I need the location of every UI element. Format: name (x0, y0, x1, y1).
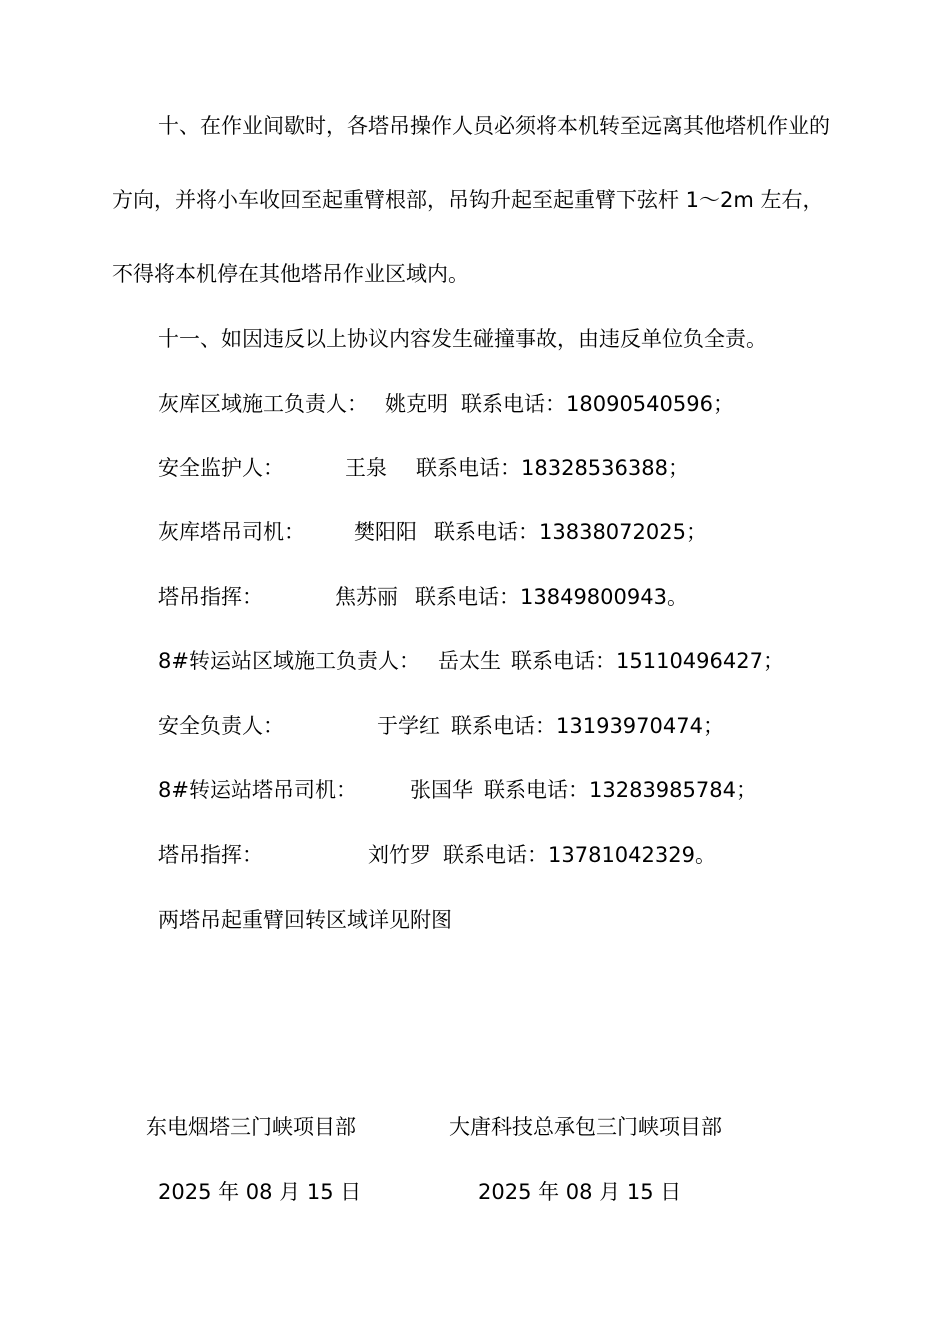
contact-phone: 联系电话：13283985784； (484, 778, 757, 802)
contact-role: 灰库塔吊司机： (158, 520, 305, 544)
contact-phone: 联系电话：15110496427； (511, 649, 784, 673)
clause-11: 十一、如因违反以上协议内容发生碰撞事故，由违反单位负全责。 (158, 327, 767, 351)
contact-phone: 联系电话：13838072025； (434, 520, 707, 544)
contact-person: 刘竹罗 (368, 843, 431, 867)
contact-role: 8#转运站区域施工负责人： (158, 649, 420, 673)
contact-phone: 联系电话：18090540596； (461, 392, 734, 416)
contact-role: 8#转运站塔吊司机： (158, 778, 357, 802)
clause-10-line-1: 十、在作业间歇时，各塔吊操作人员必须将本机转至远离其他塔机作业的 (158, 114, 830, 138)
contact-phone: 联系电话：18328536388； (416, 456, 689, 480)
contact-person: 张国华 (410, 778, 473, 802)
signature-left-org: 东电烟塔三门峡项目部 (146, 1115, 356, 1139)
contact-role: 塔吊指挥： (158, 843, 263, 867)
signature-right-org: 大唐科技总承包三门峡项目部 (449, 1115, 722, 1139)
contact-phone: 联系电话：13849800943。 (415, 585, 688, 609)
attachment-note: 两塔吊起重臂回转区域详见附图 (158, 908, 452, 932)
contact-person: 岳太生 (438, 649, 501, 673)
clause-10-line-2: 方向，并将小车收回至起重臂根部，吊钩升起至起重臂下弦杆 1～2m 左右， (112, 188, 824, 212)
contact-role: 安全监护人： (158, 456, 284, 480)
contact-phone: 联系电话：13193970474； (451, 714, 724, 738)
clause-10-line-3: 不得将本机停在其他塔吊作业区域内。 (112, 262, 469, 286)
contact-role: 安全负责人： (158, 714, 284, 738)
signature-right-date: 2025 年 08 月 15 日 (478, 1180, 682, 1204)
contact-person: 姚克明 (385, 392, 448, 416)
contact-person: 樊阳阳 (354, 520, 417, 544)
contact-person: 王泉 (345, 456, 387, 480)
contact-person: 于学红 (377, 714, 440, 738)
contact-role: 塔吊指挥： (158, 585, 263, 609)
contact-person: 焦苏丽 (335, 585, 398, 609)
contact-role: 灰库区域施工负责人： (158, 392, 368, 416)
contact-phone: 联系电话：13781042329。 (443, 843, 716, 867)
signature-left-date: 2025 年 08 月 15 日 (158, 1180, 362, 1204)
